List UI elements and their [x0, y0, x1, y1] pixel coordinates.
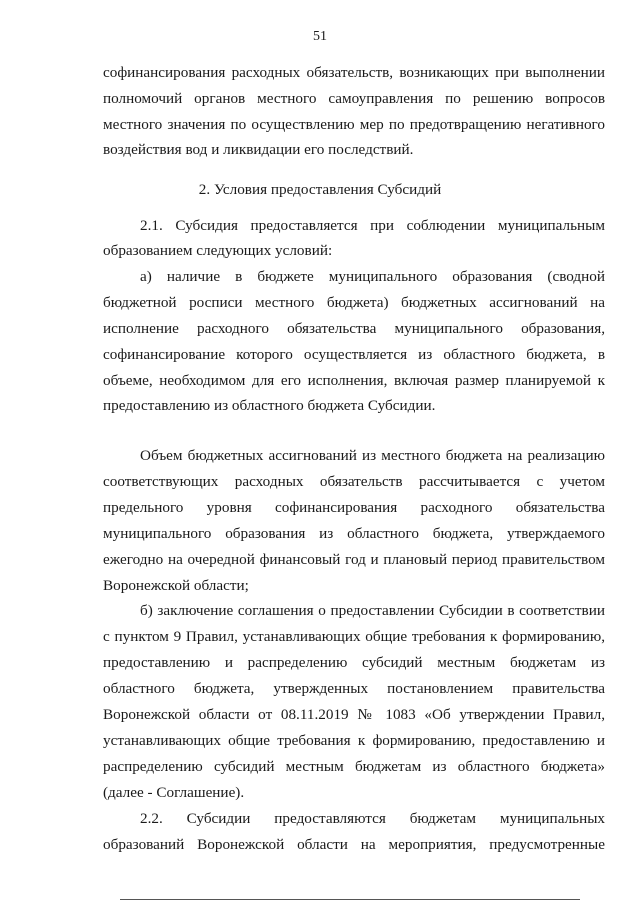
paragraph-first-line: а) наличие в бюджете муниципального образования (сводной — [140, 268, 605, 285]
text-line: устанавливающих общие требования к формированию, предоставлению и — [103, 732, 605, 749]
text-line: софинансирования расходных обязательств, возникающих при выполнении — [103, 64, 605, 81]
text-line: (далее - Соглашение). — [103, 784, 245, 801]
text-line: полномочий органов местного самоуправления по решению вопросов — [103, 90, 605, 107]
text-line: местного значения по осуществлению мер по предотвращению негативного — [103, 116, 605, 133]
text-line: бюджетной росписи местного бюджета) бюджетных ассигнований на — [103, 294, 605, 311]
text-line: воздействия вод и ликвидации его последствий. — [103, 141, 414, 158]
page-number: 51 — [313, 29, 327, 44]
paragraph-first-line: 2.2. Субсидии предоставляются бюджетам муниципальных — [140, 810, 605, 827]
text-line: с пунктом 9 Правил, устанавливающих общие требования к формированию, — [103, 628, 605, 645]
text-line: образований Воронежской области на мероприятия, предусмотренные — [103, 836, 605, 853]
text-line: соответствующих расходных обязательств рассчитывается с учетом — [103, 473, 605, 490]
section-heading: 2. Условия предоставления Субсидий — [198, 181, 442, 198]
text-line: муниципального образования из областного бюджета, утверждаемого — [103, 525, 605, 542]
page-bottom-rule — [120, 899, 580, 900]
text-line: областного бюджета, утвержденных постановлением правительства — [103, 680, 605, 697]
text-line: предоставлению и распределению субсидий местным бюджетам из — [103, 654, 605, 671]
text-line: предельного уровня софинансирования расходного обязательства — [103, 499, 605, 516]
text-line: исполнение расходного обязательства муниципального образования, — [103, 320, 605, 337]
text-line: распределению субсидий местным бюджетам из областного бюджета» — [103, 758, 605, 775]
text-line: софинансирование которого осуществляется из областного бюджета, в — [103, 346, 605, 363]
text-line: объеме, необходимом для его исполнения, включая размер планируемой к — [103, 372, 605, 389]
paragraph-first-line: б) заключение соглашения о предоставлении Субсидии в соответствии — [140, 602, 605, 619]
text-line: Воронежской области; — [103, 577, 249, 594]
paragraph-first-line: Объем бюджетных ассигнований из местного бюджета на реализацию — [140, 447, 605, 464]
text-line: ежегодно на очередной финансовый год и плановый период правительством — [103, 551, 605, 568]
text-line: Воронежской области от 08.11.2019 № 1083 «Об утверждении Правил, — [103, 706, 605, 723]
text-line: предоставлению из областного бюджета Субсидии. — [103, 397, 436, 414]
text-line: образованием следующих условий: — [103, 242, 333, 259]
paragraph-first-line: 2.1. Субсидия предоставляется при соблюдении муниципальным — [140, 217, 605, 234]
